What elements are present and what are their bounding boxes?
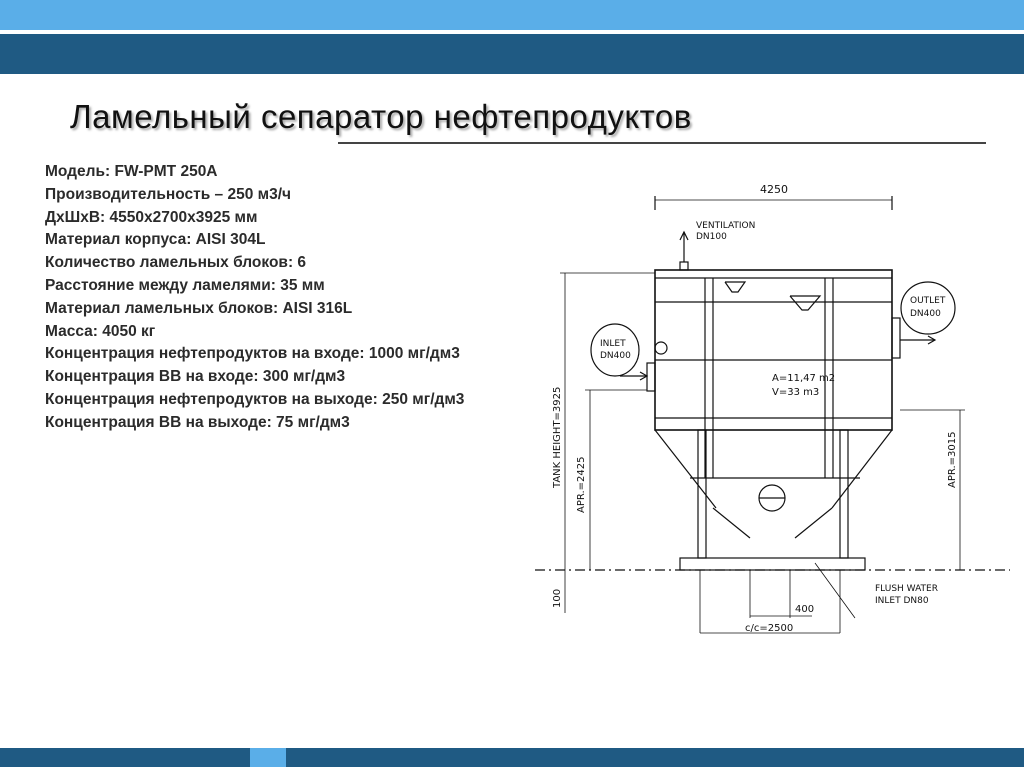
cc-label: c/c=2500: [745, 623, 794, 634]
inlet-size-label: DN400: [600, 351, 631, 361]
base-height-label: 100: [552, 588, 563, 608]
spec-oil-inlet: Концентрация нефтепродуктов на входе: 1000 мг/дм3: [45, 345, 460, 363]
volume-label: V=33 m3: [772, 387, 820, 398]
spec-capacity: Производительность – 250 м3/ч: [45, 185, 292, 203]
spec-block-count: Количество ламельных блоков: 6: [45, 254, 307, 272]
inlet-label: INLET: [600, 339, 626, 349]
apr-left-label: APR.=2425: [576, 456, 587, 513]
ventilation-size-label: DN100: [696, 232, 727, 242]
spec-block-material: Материал ламельных блоков: AISI 316L: [45, 299, 353, 317]
spec-oil-outlet: Концентрация нефтепродуктов на выходе: 250 мг/дм3: [45, 390, 465, 408]
spec-model: Модель: FW-PMT 250A: [45, 163, 218, 180]
spec-mass: Масса: 4050 кг: [45, 322, 156, 340]
outlet-label: OUTLET: [910, 296, 946, 306]
dim-400-label: 400: [795, 604, 815, 615]
top-divider: [0, 30, 1024, 32]
flush-inlet-label: INLET DN80: [875, 596, 929, 606]
spec-ss-inlet: Концентрация ВВ на входе: 300 мг/дм3: [45, 368, 346, 386]
spec-dimensions: ДхШхВ: 4550х2700х3925 мм: [45, 208, 258, 226]
spec-ss-outlet: Концентрация ВВ на выходе: 75 мг/дм3: [45, 413, 350, 431]
flush-water-label: FLUSH WATER: [875, 584, 938, 594]
footer-band-accent: [250, 748, 286, 767]
slide-title: Ламельный сепаратор нефтепродуктов: [70, 98, 692, 135]
separator-drawing: [520, 178, 1020, 644]
spec-body-material: Материал корпуса: AISI 304L: [45, 231, 266, 249]
apr-right-label: APR.=3015: [947, 431, 958, 488]
header-band: [0, 34, 1024, 74]
footer-band-left: [0, 748, 250, 767]
spec-list: [45, 161, 505, 435]
ventilation-label: VENTILATION: [696, 221, 756, 231]
spec-lamella-spacing: Расстояние между ламелями: 35 мм: [45, 276, 325, 294]
outlet-size-label: DN400: [910, 309, 941, 319]
tank-height-label: TANK HEIGHT=3925: [552, 386, 563, 488]
top-accent-band: [0, 0, 1024, 30]
title-underline: [338, 142, 986, 144]
dim-width-label: 4250: [760, 183, 788, 196]
area-label: A=11,47 m2: [772, 373, 836, 384]
footer-band-right: [286, 748, 1024, 767]
